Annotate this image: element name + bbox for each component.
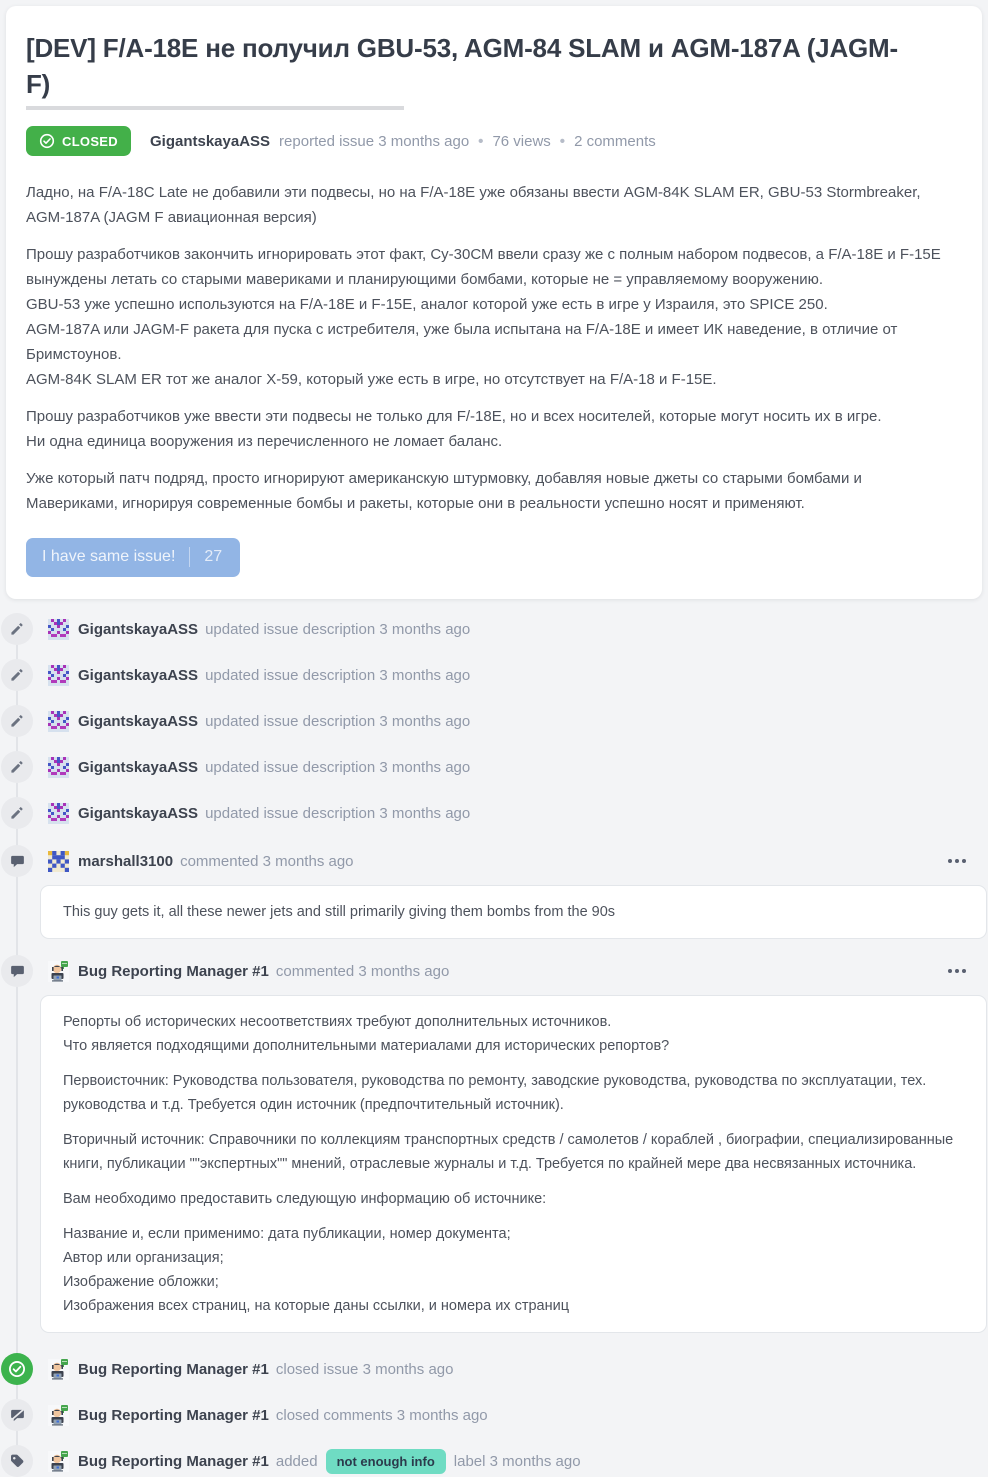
paragraph: Первоисточник: Руководства пользователя, руководства по ремонту, заводские руководства, руководства по эксплуатации, тех. руководства и т.д. Требуется один источник (предпочтительный источник). [63,1073,927,1113]
comment-body [40,995,987,1333]
comment-action-text: commented 3 months ago [275,962,450,980]
timeline-update-row [1,797,988,829]
gigantskayaass-avatar [48,619,69,640]
timeline-update-row [1,705,988,737]
event-action-text: added [275,1452,318,1470]
gigantskayaass-avatar [48,803,69,824]
paragraph: Прошу разработчиков закончить игнорировать этот факт, Су-30СМ ввели сразу же с полным набором подвесов, а F/A-18E и F-15E вынуждены летать со старыми мавериками и планирующими бомбами, которые не = управляемому вооружению. GBU-53 уже успешно используются на F/A-18E и F-15E, аналог которой уже есть в игре у Израиля, это SPICE 250. AGM-187A или JAGM-F ракета для пуска с истребителя, уже была испытана на F/A-18E и имеет ИК наведение, в отличие от Бримстоунов. AGM-84K SLAM ER тот же аналог Х-59, который уже есть в игре, но отсутствует на F/A-18 и F-15E. [26,246,941,388]
username[interactable]: Bug Reporting Manager #1 [78,962,269,980]
timeline-update-row [1,751,988,783]
marshall3100-avatar [48,851,69,872]
paragraph: Уже который патч подряд, просто игнорируют американскую штурмовку, добавляя новые джеты со старыми бомбами и Мавериками, игнорируя современные бомбы и ракеты, которые они в реальности успешно носят и применяют. [26,470,862,512]
pencil-icon [1,659,33,691]
pencil-icon [1,613,33,645]
update-action-text: updated issue description 3 months ago [205,804,471,822]
username[interactable]: Bug Reporting Manager #1 [78,1360,269,1378]
event-closed-issue [1,1353,988,1385]
page-title: [DEV] F/A-18E не получил GBU-53, AGM-84 SLAM и AGM-187A (JAGM-F) [26,33,898,99]
pencil-icon [1,797,33,829]
username[interactable]: GigantskayaASS [78,620,199,638]
comment-bubble-icon [1,845,33,877]
paragraph: Репорты об исторических несоответствиях требуют дополнительных источников. Что является подходящими дополнительными материалами для исторических репортов? [63,1014,670,1054]
comment-body [40,885,987,939]
reported-text: reported issue 3 months ago [279,132,470,150]
same-issue-count: 27 [204,548,223,565]
username[interactable]: GigantskayaASS [78,666,199,684]
comments-count: 2 comments [574,132,656,150]
paragraph: Название и, если применимо: дата публикации, номер документа; Автор или организация; Изображение обложки; Изображения всех страниц, на которые даны ссылки, и номера их страниц [63,1226,569,1314]
button-divider [189,547,190,567]
paragraph: Вам необходимо предоставить следующую информацию об источнике: [63,1191,547,1207]
comment-marshall3100 [0,845,988,939]
username[interactable]: Bug Reporting Manager #1 [78,1406,269,1424]
paragraph: Ладно, на F/A-18C Late не добавили эти подвесы, но на F/A-18E уже обязаны ввести AGM-84K SLAM ER, GBU-53 Stormbreaker, AGM-187A (JAGM F авиационная версия) [26,184,921,226]
same-issue-label: I have same issue! [42,548,176,565]
update-rows [0,613,988,829]
gigantskayaass-avatar [48,711,69,732]
event-action-text: closed comments 3 months ago [275,1406,488,1424]
comment-action-text: commented 3 months ago [180,852,354,870]
event-added-label [1,1445,988,1477]
pencil-icon [1,705,33,737]
closed-check-icon [1,1353,33,1385]
paragraph: This guy gets it, all these newer jets and still primarily giving them bombs from the 90s [63,904,616,920]
paragraph: Вторичный источник: Справочники по коллекциям транспортных средств / самолетов / кораблей , биографии, специализированные книги, публикации ""экспертных"" мнений, отраслевые журналы и т.д. Требуется по крайней мере два несвязанных источника. [63,1132,954,1172]
gigantskayaass-avatar [48,757,69,778]
timeline-update-row [1,613,988,645]
issue-meta-row [26,126,956,156]
views-count: 76 views [492,132,551,150]
bug-reporting-manager-avatar [48,1451,69,1472]
username[interactable]: GigantskayaASS [78,712,199,730]
bug-reporting-manager-avatar [48,961,69,982]
comment-menu-button[interactable] [944,965,970,977]
paragraph: Прошу разработчиков уже ввести эти подвесы не только для F/-18E, но и всех носителей, которые могут носить их в игре. Ни одна единица вооружения из перечисленного не ломает баланс. [26,408,882,450]
update-action-text: updated issue description 3 months ago [205,666,471,684]
title-underline [26,106,404,110]
event-action-text: closed issue 3 months ago [275,1360,454,1378]
comment-menu-button[interactable] [944,855,970,867]
status-label: CLOSED [62,133,118,149]
tag-icon [1,1445,33,1477]
meta-separator: • [559,132,566,150]
not-enough-info-label[interactable]: not enough info [326,1449,446,1474]
comment-bubble-icon [1,955,33,987]
same-issue-button[interactable] [26,538,240,577]
update-action-text: updated issue description 3 months ago [205,712,471,730]
issue-description [26,180,956,516]
comments-muted-icon [1,1399,33,1431]
check-circle-icon [39,133,55,149]
username[interactable]: GigantskayaASS [78,804,199,822]
update-action-text: updated issue description 3 months ago [205,620,471,638]
event-closed-comments [1,1399,988,1431]
update-action-text: updated issue description 3 months ago [205,758,471,776]
username[interactable]: GigantskayaASS [78,758,199,776]
issue-timeline [0,613,988,1477]
event-action-text: label 3 months ago [453,1452,581,1470]
username[interactable]: Bug Reporting Manager #1 [78,1452,269,1470]
timeline-update-row [1,659,988,691]
status-badge [26,126,131,156]
bug-reporting-manager-avatar [48,1405,69,1426]
comment-bug-reporting-manager [0,955,988,1333]
reporter-name[interactable]: GigantskayaASS [149,132,271,150]
meta-separator: • [478,132,484,150]
gigantskayaass-avatar [48,665,69,686]
issue-card [6,6,982,599]
username[interactable]: marshall3100 [78,852,174,870]
pencil-icon [1,751,33,783]
bug-reporting-manager-avatar [48,1359,69,1380]
